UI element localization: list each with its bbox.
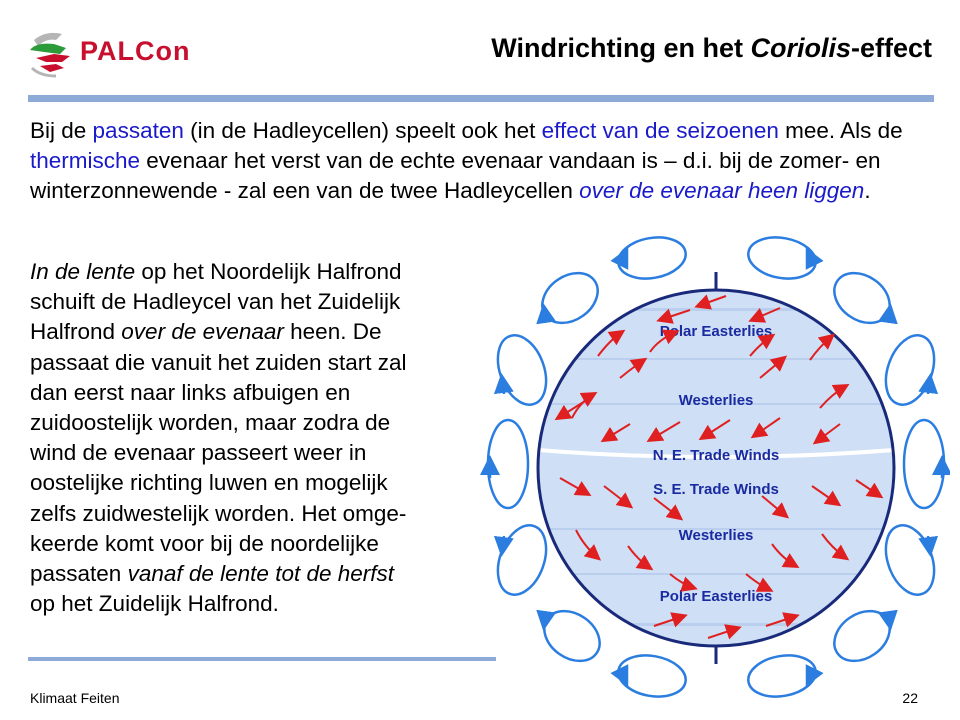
footer-label: Klimaat Feiten	[30, 690, 120, 706]
intro-text: evenaar het verst van de echte evenaar vandaan is – d.i. bij de zomer- en winterzonnewende - zal een van de twee Hadleycellen	[30, 148, 881, 203]
body-paragraph	[30, 257, 485, 619]
header-divider	[28, 95, 934, 102]
intro-paragraph	[30, 116, 930, 206]
page-number: 22	[902, 690, 918, 706]
body-text: passaten	[30, 561, 128, 587]
intro-highlight: passaten	[92, 118, 184, 143]
title-part-1: Windrichting en het	[491, 33, 751, 63]
body-text: op het Noordelijk Halfrond	[135, 259, 402, 284]
intro-text: (in de Hadleycellen) speelt ook het	[183, 118, 542, 143]
body-line: passaat die vanuit het zuiden start zal	[30, 349, 407, 375]
intro-highlight: effect van de seizoenen	[541, 118, 779, 143]
intro-highlight-italic: over de evenaar heen liggen	[579, 178, 865, 203]
label-se-trade-winds: S. E. Trade Winds	[653, 481, 779, 498]
label-westerlies-south: Westerlies	[678, 527, 754, 544]
body-italic: over de evenaar	[121, 319, 284, 345]
label-westerlies-north: Westerlies	[678, 392, 754, 409]
body-line: zuidoostelijk worden, maar zodra de	[30, 410, 391, 436]
body-italic: In de lente	[30, 259, 136, 284]
body-text: Halfrond	[30, 319, 122, 345]
palcon-hands-icon	[26, 28, 86, 78]
global-wind-diagram	[480, 228, 950, 712]
body-text: heen. De	[283, 319, 382, 345]
slide-title	[491, 33, 932, 64]
title-part-2: -effect	[850, 33, 932, 63]
body-line: zelfs zuidwestelijk worden. Het omge-	[30, 500, 407, 526]
body-line: wind de evenaar passeert weer in	[30, 440, 367, 466]
title-italic: Coriolis	[750, 33, 851, 63]
logo-text: PALCon	[80, 36, 191, 66]
intro-text: Bij de	[30, 118, 93, 143]
label-polar-easterlies-north: Polar Easterlies	[659, 323, 773, 340]
palcon-logo	[26, 28, 216, 78]
body-line: dan eerst naar links afbuigen en	[30, 379, 351, 405]
wind-globe-svg	[480, 228, 950, 712]
label-polar-easterlies-south: Polar Easterlies	[659, 588, 773, 605]
body-line	[30, 317, 485, 347]
body-line: oostelijke richting luwen en mogelijk	[30, 470, 388, 496]
label-ne-trade-winds: N. E. Trade Winds	[652, 447, 780, 464]
intro-highlight: thermische	[30, 148, 141, 173]
body-line: schuift de Hadleycel van het Zuidelijk	[30, 289, 401, 315]
body-line	[30, 559, 485, 589]
footer-divider	[28, 657, 496, 661]
body-line	[30, 257, 485, 287]
intro-text: mee. Als de	[778, 118, 903, 143]
intro-text: .	[864, 178, 871, 203]
body-italic: vanaf de lente tot de herfst	[127, 561, 395, 587]
body-line: keerde komt voor bij de noordelijke	[30, 530, 379, 556]
body-line: op het Zuidelijk Halfrond.	[30, 591, 279, 617]
